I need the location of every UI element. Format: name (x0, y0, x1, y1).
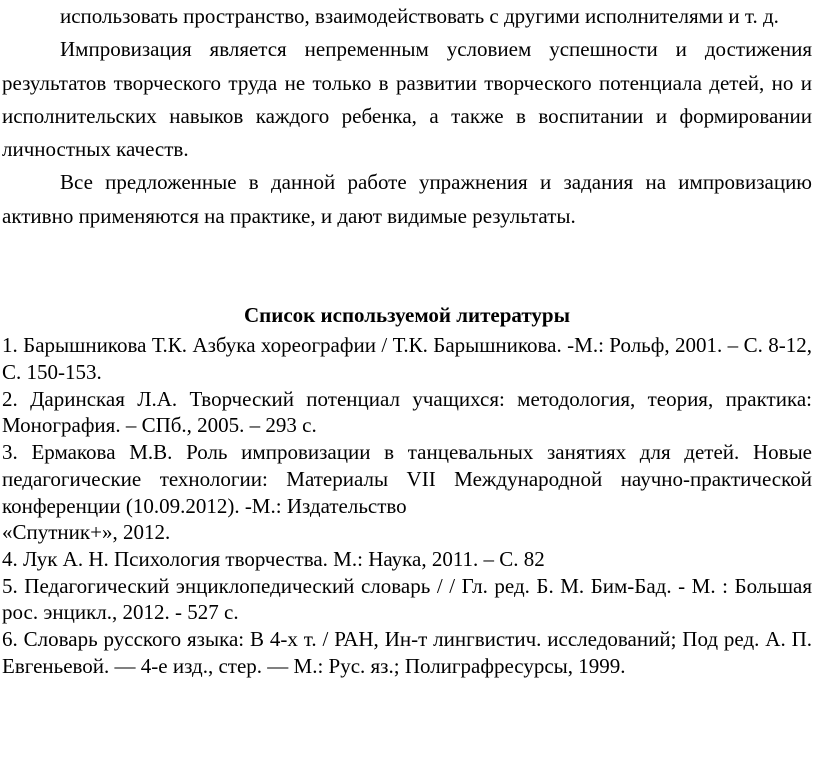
references-title: Список используемой литературы (244, 303, 570, 328)
body-paragraph-continued: использовать пространство, взаимодействовать с другими исполнителями и т. д. (60, 4, 779, 28)
section-spacer (2, 233, 812, 299)
reference-item-4 (2, 546, 812, 573)
reference-number: 6. (2, 627, 18, 652)
reference-text: Барышникова Т.К. Азбука хореографии / Т.К. Барышникова. -М.: Рольф, 2001. – С. 8-12, С. 150-153. (2, 333, 812, 385)
reference-number: 5. (2, 573, 18, 598)
reference-item-5 (2, 573, 812, 626)
reference-number: 4. (2, 547, 18, 571)
reference-text-continued: «Спутник+», 2012. (2, 520, 171, 545)
reference-text: Педагогический энциклопедический словарь / / Гл. ред. Б. М. Бим-Бад. - М. : Большая рос. энцикл., 2012. - 527 с. (2, 573, 812, 625)
reference-text: Словарь русского языка: В 4-х т. / РАН, Ин-т лингвистич. исследований; Под ред. А. П. Евгеньевой. — 4-е изд., стер. — М.: Рус. яз.; Полиграфресурсы, 1999. (2, 627, 812, 678)
references-list (2, 332, 812, 679)
reference-number: 2. (2, 386, 18, 411)
reference-item-1 (2, 332, 812, 385)
reference-text: Лук А. Н. Психология творчества. М.: Наука, 2011. – С. 82 (23, 547, 545, 571)
body-paragraph-improvisation: Импровизация является непременным условием успешности и достижения результатов творческого труда не только в развитии творческого потенциала детей, но и исполнительских навыков каждого ребенка, а также в воспитании и формировании личностных качеств. (2, 37, 812, 162)
reference-number: 1. (2, 333, 18, 358)
reference-item-6 (2, 626, 812, 679)
reference-text: Ермакова М.В. Роль импровизации в танцевальных занятиях для детей. Новые педагогические технологии: Материалы VII Международной научно-практической конференции (10.09.2012). -М.: Издательство (2, 440, 812, 518)
reference-number: 3. (2, 440, 18, 465)
reference-item-2 (2, 386, 812, 439)
reference-item-3 (2, 439, 812, 546)
body-paragraph-exercises: Все предложенные в данной работе упражнения и задания на импровизацию активно применяются на практике, и дают видимые результаты. (2, 170, 812, 228)
reference-text: Даринская Л.А. Творческий потенциал учащихся: методология, теория, практика: Монография. – СПб., 2005. – 293 с. (2, 386, 813, 438)
